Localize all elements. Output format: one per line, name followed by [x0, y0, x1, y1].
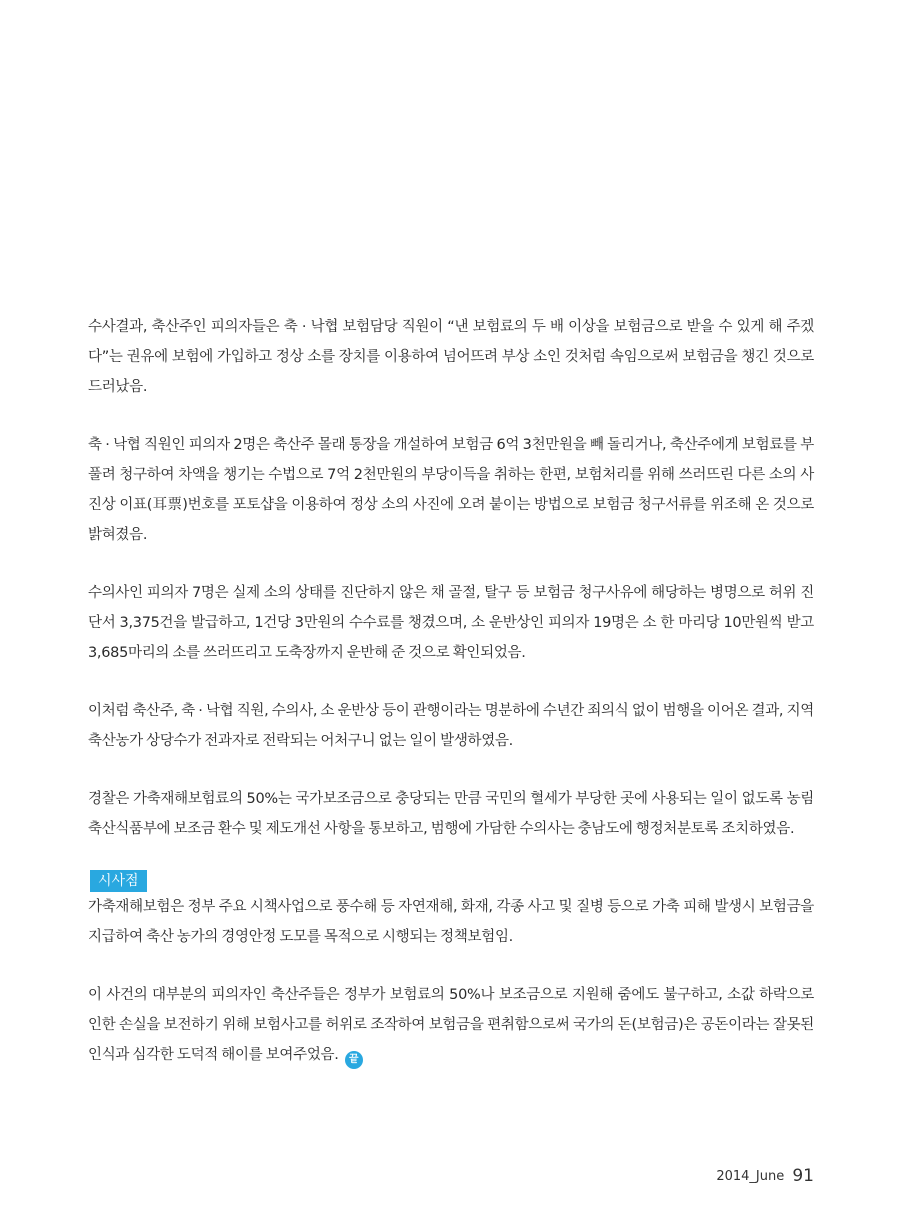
- paragraph-conclusion-text: 이 사건의 대부분의 피의자인 축산주들은 정부가 보험료의 50%나 보조금으로 지원해 줌에도 불구하고, 소값 하락으로 인한 손실을 보전하기 위해 보험사고를 허위로 조작하여 보험금을 편취함으로써 국가의 돈(보험금)은 공돈이라는 잘못된 인식과 심각한 도덕적 해이를 보여주었음.: [88, 987, 814, 1063]
- page-footer: [716, 1166, 814, 1186]
- paragraph-investigation-result: 수사결과, 축산주인 피의자들은 축 · 낙협 보험담당 직원이 “낸 보험료의 두 배 이상을 보험금으로 받을 수 있게 해 주겠다”는 권유에 보험에 가입하고 정상 소를 장치를 이용하여 넘어뜨려 부상 소인 것처럼 속임으로써 보험금을 챙긴 것으로 드러났음.: [88, 319, 814, 395]
- paragraph-veterinarians: 수의사인 피의자 7명은 실제 소의 상태를 진단하지 않은 채 골절, 탈구 등 보험금 청구사유에 해당하는 병명으로 허위 진단서 3,375건을 발급하고, 1건당 3만원의 수수료를 챙겼으며, 소 운반상인 피의자 19명은 소 한 마리당 10만원씩 받고 3,685마리의 소를 쓰러뜨리고 도축장까지 운반해 준 것으로 확인되었음.: [88, 585, 814, 661]
- issue-label: 2014_June: [716, 1169, 785, 1184]
- paragraph-police-action: 경찰은 가축재해보험료의 50%는 국가보조금으로 충당되는 만큼 국민의 혈세가 부당한 곳에 사용되는 일이 없도록 농림축산식품부에 보조금 환수 및 제도개선 사항을 통보하고, 범행에 가담한 수의사는 충남도에 행정처분토록 조치하였음.: [88, 791, 814, 837]
- end-mark-icon: 끝: [345, 1051, 363, 1069]
- article-body: [88, 312, 814, 1070]
- page-number: 91: [792, 1166, 814, 1186]
- paragraph-conclusion: [88, 980, 814, 1070]
- paragraph-insurance-definition: 가축재해보험은 정부 주요 시책사업으로 풍수해 등 자연재해, 화재, 각종 사고 및 질병 등으로 가축 피해 발생시 보험금을 지급하여 축산 농가의 경영안정 도모를 목적으로 시행되는 정책보험임.: [88, 899, 814, 945]
- paragraph-consequences: 이처럼 축산주, 축 · 낙협 직원, 수의사, 소 운반상 등이 관행이라는 명분하에 수년간 죄의식 없이 범행을 이어온 결과, 지역 축산농가 상당수가 전과자로 전락되는 어처구니 없는 일이 발생하였음.: [88, 703, 814, 749]
- paragraph-coop-staff: 축 · 낙협 직원인 피의자 2명은 축산주 몰래 통장을 개설하여 보험금 6억 3천만원을 빼 돌리거나, 축산주에게 보험료를 부풀려 청구하여 차액을 챙기는 수법으로 7억 2천만원의 부당이득을 취하는 한편, 보험처리를 위해 쓰러뜨린 다른 소의 사진상 이표(耳票)번호를 포토샵을 이용하여 정상 소의 사진에 오려 붙이는 방법으로 보험금 청구서류를 위조해 온 것으로 밝혀졌음.: [88, 437, 814, 543]
- section-label-implications: 시사점: [90, 870, 147, 892]
